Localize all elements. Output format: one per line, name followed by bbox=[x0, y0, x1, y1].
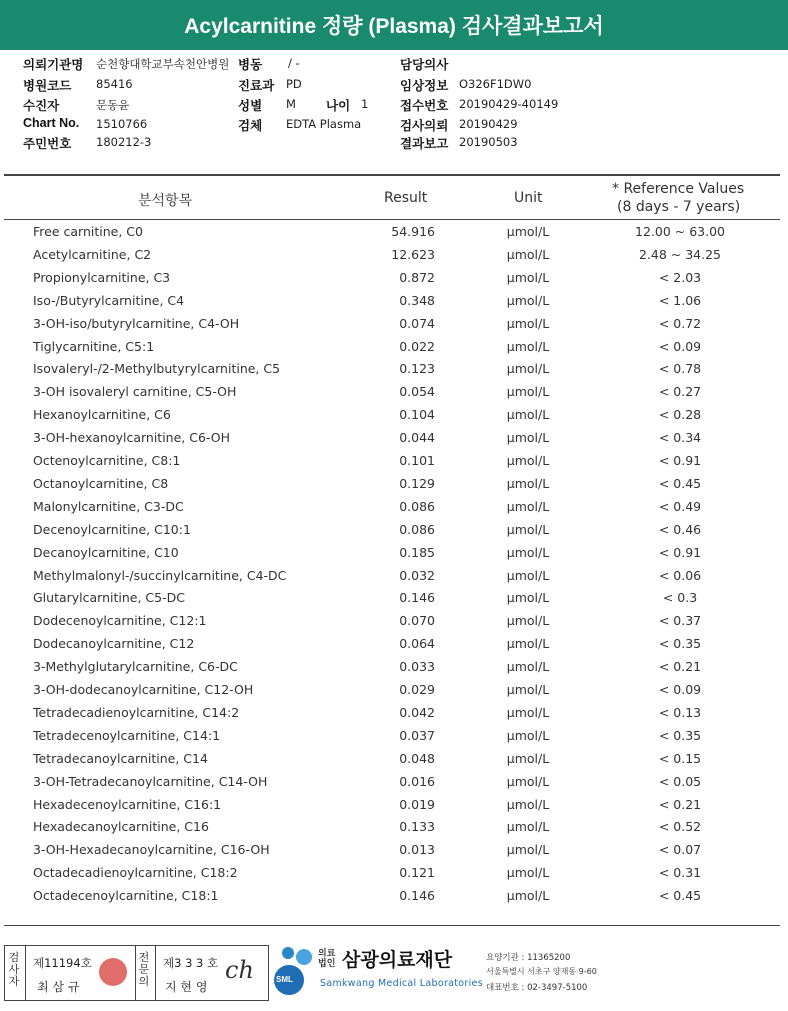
unit-value: μmol/L bbox=[506, 430, 550, 446]
result-value: 0.022 bbox=[399, 338, 435, 354]
reference-value: < 0.78 bbox=[658, 361, 702, 377]
reference-value: < 0.3 bbox=[662, 590, 698, 606]
result-value: 0.037 bbox=[399, 727, 435, 743]
unit-value: μmol/L bbox=[506, 292, 550, 308]
unit-value: μmol/L bbox=[506, 224, 550, 239]
org-english-name: Samkwang Medical Laboratories bbox=[320, 978, 483, 989]
reference-value: < 0.27 bbox=[658, 384, 702, 400]
table-row bbox=[0, 339, 788, 362]
result-value: 0.032 bbox=[399, 567, 435, 583]
table-row bbox=[0, 888, 788, 911]
unit-value: μmol/L bbox=[506, 384, 550, 400]
info-value: 1510766 bbox=[96, 117, 148, 131]
org-address: 서울특별시 서초구 양재동 9-60 bbox=[486, 967, 597, 976]
reference-value: < 2.03 bbox=[658, 269, 702, 285]
analyte-name: Propionylcarnitine, C3 bbox=[33, 269, 171, 285]
reference-value: < 0.15 bbox=[658, 750, 702, 766]
footer bbox=[0, 943, 788, 1011]
info-label: 임상정보 bbox=[400, 79, 449, 93]
examiner-label: 검사자 bbox=[8, 951, 20, 988]
info-value: 순천향대학교부속천안병원 bbox=[96, 57, 230, 71]
analyte-name: Octadecadienoylcarnitine, C18:2 bbox=[33, 865, 238, 881]
reference-value: < 0.09 bbox=[658, 682, 702, 697]
reference-value: < 0.45 bbox=[658, 888, 702, 904]
analyte-name: Malonylcarnitine, C3-DC bbox=[33, 498, 184, 514]
table-row bbox=[0, 316, 788, 339]
unit-value: μmol/L bbox=[506, 453, 550, 468]
reference-value: < 0.28 bbox=[658, 407, 702, 423]
table-row bbox=[0, 613, 788, 636]
info-label: 담당의사 bbox=[400, 58, 449, 72]
unit-value: μmol/L bbox=[506, 361, 550, 377]
unit-value: μmol/L bbox=[506, 246, 550, 262]
reference-value: < 0.91 bbox=[658, 453, 702, 468]
result-value: 0.123 bbox=[399, 361, 435, 377]
org-type: 의료법인 bbox=[318, 949, 336, 969]
info-label: 진료과 bbox=[238, 79, 275, 93]
unit-value: μmol/L bbox=[506, 590, 550, 606]
analyte-name: 3-OH-dodecanoylcarnitine, C12-OH bbox=[33, 682, 254, 697]
unit-value: μmol/L bbox=[506, 498, 550, 514]
reference-value: < 1.06 bbox=[658, 292, 702, 308]
reference-value: 2.48 ~ 34.25 bbox=[638, 246, 722, 262]
result-value: 0.101 bbox=[399, 453, 435, 468]
table-row bbox=[0, 728, 788, 751]
analyte-name: Decanoylcarnitine, C10 bbox=[33, 544, 179, 560]
table-row bbox=[0, 270, 788, 293]
unit-value: μmol/L bbox=[506, 613, 550, 629]
table-row bbox=[0, 224, 788, 247]
unit-value: μmol/L bbox=[506, 521, 550, 537]
analyte-name: 3-OH-hexanoylcarnitine, C6-OH bbox=[33, 430, 231, 446]
analyte-name: Octenoylcarnitine, C8:1 bbox=[33, 453, 181, 468]
result-value: 0.146 bbox=[399, 590, 435, 606]
analyte-name: Dodecenoylcarnitine, C12:1 bbox=[33, 613, 207, 629]
info-label: 검사의뢰 bbox=[400, 119, 449, 133]
analyte-name: 3-OH-Tetradecanoylcarnitine, C14-OH bbox=[33, 773, 268, 789]
header-ref-title: * Reference Values bbox=[612, 181, 745, 197]
org-name: 삼광의료재단 bbox=[342, 950, 453, 971]
table-row bbox=[0, 751, 788, 774]
analyte-name: 3-OH-iso/butyrylcarnitine, C4-OH bbox=[33, 315, 240, 331]
analyte-name: Methylmalonyl-/succinylcarnitine, C4-DC bbox=[33, 567, 287, 583]
signature-icon: ch bbox=[225, 956, 254, 984]
analyte-name: Glutarylcarnitine, C5-DC bbox=[33, 590, 185, 606]
result-value: 0.054 bbox=[399, 384, 435, 400]
table-row bbox=[0, 476, 788, 499]
unit-value: μmol/L bbox=[506, 636, 550, 652]
unit-value: μmol/L bbox=[506, 819, 550, 835]
analyte-name: Hexadecenoylcarnitine, C16:1 bbox=[33, 796, 222, 812]
analyte-name: Octanoylcarnitine, C8 bbox=[33, 475, 169, 491]
unit-value: μmol/L bbox=[506, 704, 550, 720]
table-row bbox=[0, 453, 788, 476]
reference-value: < 0.37 bbox=[658, 613, 702, 629]
result-value: 0.029 bbox=[399, 682, 435, 697]
info-label: Chart No. bbox=[23, 116, 80, 130]
unit-value: μmol/L bbox=[506, 269, 550, 285]
table-row bbox=[0, 842, 788, 865]
table-row bbox=[0, 407, 788, 430]
result-value: 0.185 bbox=[399, 544, 435, 560]
divider bbox=[25, 946, 26, 1000]
result-value: 0.019 bbox=[399, 796, 435, 812]
result-value: 0.070 bbox=[399, 613, 435, 629]
info-label: 성별 bbox=[238, 99, 263, 113]
reference-value: < 0.09 bbox=[658, 338, 702, 354]
reference-value: < 0.72 bbox=[658, 315, 702, 331]
unit-value: μmol/L bbox=[506, 407, 550, 423]
info-value: 문동윤 bbox=[96, 98, 130, 112]
table-row bbox=[0, 499, 788, 522]
header-item: 분석항목 bbox=[138, 193, 193, 209]
analyte-name: Free carnitine, C0 bbox=[33, 224, 143, 239]
info-label: 검체 bbox=[238, 119, 263, 133]
analyte-name: Dodecanoylcarnitine, C12 bbox=[33, 636, 195, 652]
table-row bbox=[0, 819, 788, 842]
analyte-name: Tiglycarnitine, C5:1 bbox=[33, 338, 155, 354]
info-value: EDTA Plasma bbox=[286, 117, 362, 131]
specialist-name: 지 현 영 bbox=[165, 980, 208, 994]
org-phone: 대표번호 : 02-3497-5100 bbox=[486, 983, 588, 993]
table-row bbox=[0, 865, 788, 888]
reference-value: < 0.91 bbox=[658, 544, 702, 560]
info-value: 20190429-40149 bbox=[459, 97, 559, 111]
table-row bbox=[0, 247, 788, 270]
table-row bbox=[0, 797, 788, 820]
specialist-label: 전문의 bbox=[138, 951, 150, 988]
result-value: 12.623 bbox=[391, 246, 435, 262]
reference-value: 12.00 ~ 63.00 bbox=[635, 224, 725, 239]
table-row bbox=[0, 705, 788, 728]
info-value: 20190429 bbox=[459, 117, 518, 131]
analyte-name: Octadecenoylcarnitine, C18:1 bbox=[33, 888, 219, 904]
result-value: 0.044 bbox=[399, 430, 435, 446]
divider bbox=[135, 946, 136, 1000]
unit-value: μmol/L bbox=[506, 682, 550, 697]
unit-value: μmol/L bbox=[506, 567, 550, 583]
unit-value: μmol/L bbox=[506, 659, 550, 675]
divider-top bbox=[4, 174, 780, 176]
reference-value: < 0.06 bbox=[658, 567, 702, 583]
reference-value: < 0.45 bbox=[658, 475, 702, 491]
result-value: 54.916 bbox=[391, 224, 435, 239]
unit-value: μmol/L bbox=[506, 750, 550, 766]
result-value: 0.016 bbox=[399, 773, 435, 789]
analyte-name: Tetradecanoylcarnitine, C14 bbox=[33, 750, 208, 766]
analyte-name: 3-OH isovaleryl carnitine, C5-OH bbox=[33, 384, 237, 400]
report-title: Acylcarnitine 정량 (Plasma) 검사결과보고서 bbox=[0, 0, 788, 50]
unit-value: μmol/L bbox=[506, 888, 550, 904]
table-row bbox=[0, 545, 788, 568]
analyte-name: Tetradecadienoylcarnitine, C14:2 bbox=[33, 704, 240, 720]
logo-dot-icon bbox=[282, 947, 294, 959]
analyte-name: Decenoylcarnitine, C10:1 bbox=[33, 521, 191, 537]
unit-value: μmol/L bbox=[506, 865, 550, 881]
result-value: 0.348 bbox=[399, 292, 435, 308]
reference-value: < 0.07 bbox=[658, 842, 702, 858]
specialist-license: 제3 3 3 호 bbox=[163, 956, 219, 970]
reference-value: < 0.21 bbox=[658, 796, 702, 812]
result-value: 0.872 bbox=[399, 269, 435, 285]
age-label: 나이 bbox=[326, 99, 351, 113]
header-ref-range: (8 days - 7 years) bbox=[617, 199, 741, 215]
result-value: 0.074 bbox=[399, 315, 435, 331]
result-value: 0.121 bbox=[399, 865, 435, 881]
logo-dot-icon bbox=[296, 949, 312, 965]
unit-value: μmol/L bbox=[506, 544, 550, 560]
table-row bbox=[0, 293, 788, 316]
examiner-name: 최 삼 규 bbox=[37, 980, 80, 994]
unit-value: μmol/L bbox=[506, 475, 550, 491]
age-value: 1 bbox=[361, 97, 369, 111]
header-unit: Unit bbox=[514, 190, 543, 206]
reference-value: < 0.05 bbox=[658, 773, 702, 789]
result-value: 0.146 bbox=[399, 888, 435, 904]
info-label: 수진자 bbox=[23, 99, 60, 113]
table-row bbox=[0, 430, 788, 453]
info-label: 의뢰기관명 bbox=[23, 58, 84, 72]
analyte-name: Tetradecenoylcarnitine, C14:1 bbox=[33, 727, 221, 743]
info-value: PD bbox=[286, 77, 302, 91]
unit-value: μmol/L bbox=[506, 315, 550, 331]
info-label: 병원코드 bbox=[23, 79, 72, 93]
analyte-name: 3-Methylglutarylcarnitine, C6-DC bbox=[33, 659, 238, 675]
org-license: 요양기관 : 11365200 bbox=[486, 953, 571, 963]
signature-box bbox=[4, 945, 269, 1001]
seal-stamp-icon bbox=[99, 958, 127, 986]
reference-value: < 0.46 bbox=[658, 521, 702, 537]
info-label: 결과보고 bbox=[400, 137, 449, 151]
info-label: 병동 bbox=[238, 58, 263, 72]
table-row bbox=[0, 590, 788, 613]
unit-value: μmol/L bbox=[506, 796, 550, 812]
table-row bbox=[0, 361, 788, 384]
table-row bbox=[0, 384, 788, 407]
info-value: / - bbox=[288, 56, 300, 70]
analyte-name: Acetylcarnitine, C2 bbox=[33, 246, 152, 262]
unit-value: μmol/L bbox=[506, 773, 550, 789]
analyte-name: 3-OH-Hexadecanoylcarnitine, C16-OH bbox=[33, 842, 270, 858]
table-row bbox=[0, 636, 788, 659]
result-value: 0.048 bbox=[399, 750, 435, 766]
result-value: 0.129 bbox=[399, 475, 435, 491]
reference-value: < 0.49 bbox=[658, 498, 702, 514]
unit-value: μmol/L bbox=[506, 338, 550, 354]
reference-value: < 0.35 bbox=[658, 636, 702, 652]
info-value: M bbox=[286, 97, 296, 111]
table-row bbox=[0, 682, 788, 705]
reference-value: < 0.31 bbox=[658, 865, 702, 881]
logo-text: SML bbox=[276, 975, 293, 984]
table-row bbox=[0, 568, 788, 591]
header-result: Result bbox=[384, 190, 428, 206]
info-value: 85416 bbox=[96, 77, 133, 91]
divider-header bbox=[4, 219, 780, 220]
info-value: O326F1DW0 bbox=[459, 77, 532, 91]
analyte-name: Isovaleryl-/2-Methylbutyrylcarnitine, C5 bbox=[33, 361, 281, 377]
reference-value: < 0.35 bbox=[658, 727, 702, 743]
result-value: 0.013 bbox=[399, 842, 435, 858]
result-value: 0.064 bbox=[399, 636, 435, 652]
table-row bbox=[0, 522, 788, 545]
divider bbox=[155, 946, 156, 1000]
unit-value: μmol/L bbox=[506, 842, 550, 858]
result-value: 0.042 bbox=[399, 704, 435, 720]
result-value: 0.133 bbox=[399, 819, 435, 835]
analyte-name: Iso-/Butyrylcarnitine, C4 bbox=[33, 292, 185, 308]
info-value: 180212-3 bbox=[96, 135, 152, 149]
reference-value: < 0.13 bbox=[658, 704, 702, 720]
analyte-name: Hexanoylcarnitine, C6 bbox=[33, 407, 171, 423]
examiner-license: 제11194호 bbox=[33, 956, 92, 970]
result-value: 0.104 bbox=[399, 407, 435, 423]
result-value: 0.086 bbox=[399, 498, 435, 514]
unit-value: μmol/L bbox=[506, 727, 550, 743]
reference-value: < 0.34 bbox=[658, 430, 702, 446]
reference-value: < 0.52 bbox=[658, 819, 702, 835]
divider-bottom bbox=[4, 925, 780, 926]
info-value: 20190503 bbox=[459, 135, 518, 149]
result-value: 0.086 bbox=[399, 521, 435, 537]
table-row bbox=[0, 659, 788, 682]
reference-value: < 0.21 bbox=[658, 659, 702, 675]
info-label: 접수번호 bbox=[400, 99, 449, 113]
result-value: 0.033 bbox=[399, 659, 435, 675]
analyte-name: Hexadecanoylcarnitine, C16 bbox=[33, 819, 209, 835]
table-row bbox=[0, 774, 788, 797]
info-label: 주민번호 bbox=[23, 137, 72, 151]
